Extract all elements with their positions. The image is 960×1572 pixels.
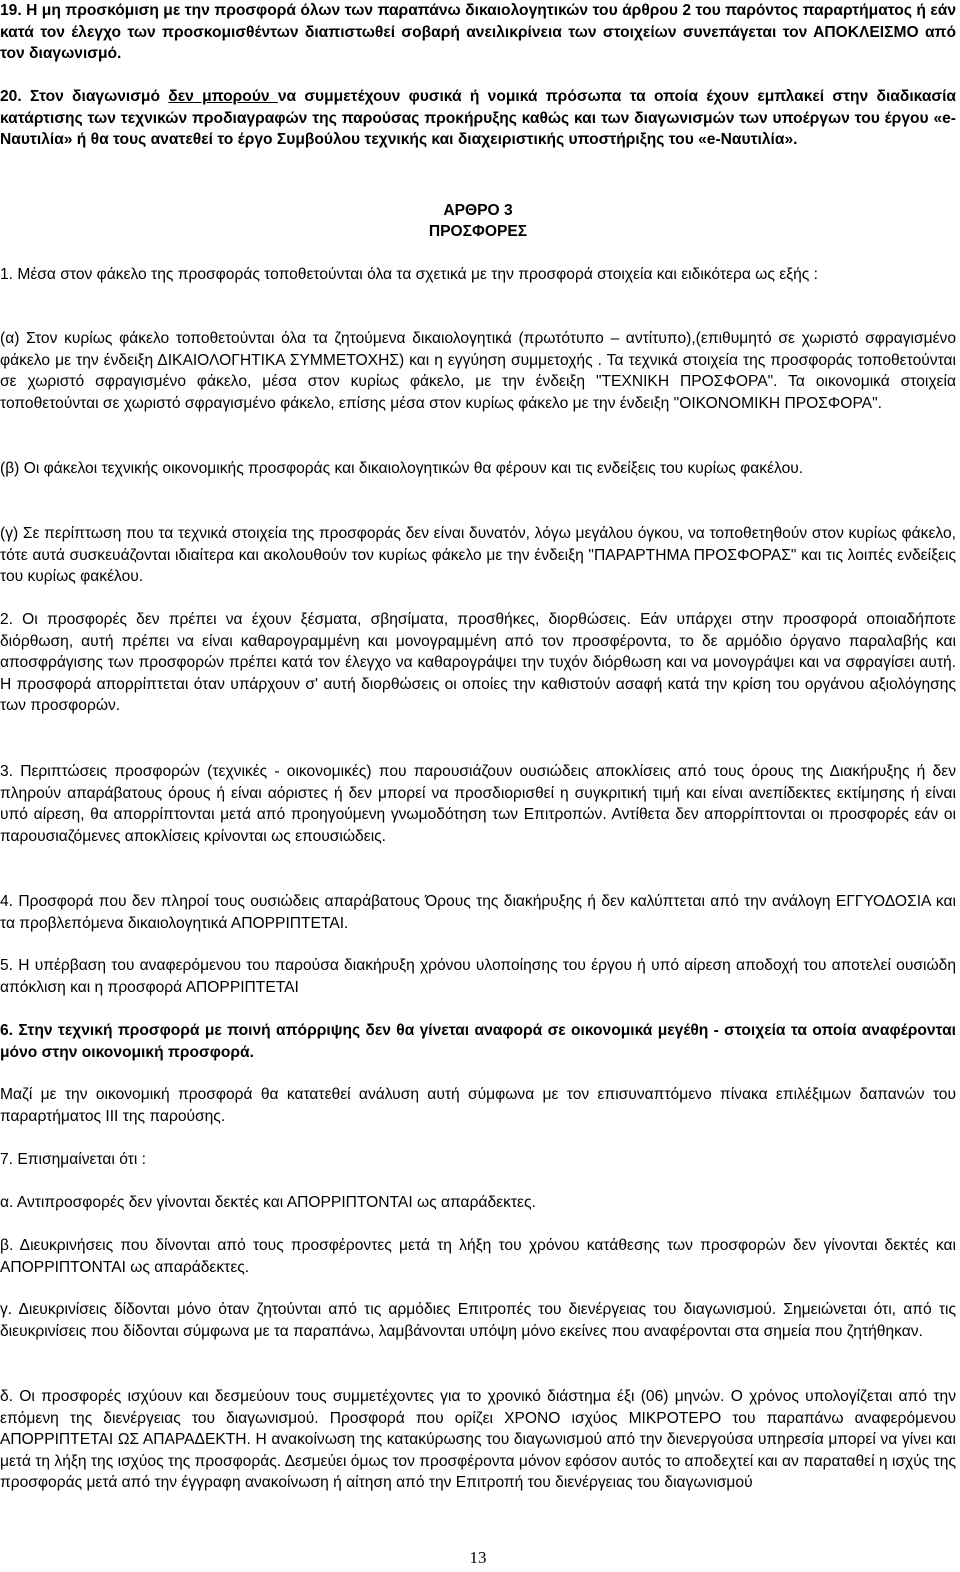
section-7-a bbox=[0, 1192, 956, 1214]
section-7-d bbox=[0, 1386, 956, 1494]
section-1-c bbox=[0, 523, 956, 588]
section-3 bbox=[0, 761, 956, 847]
article-heading-number: ΑΡΘΡΟ 3 bbox=[443, 202, 513, 219]
section-7-title-text: 7. Επισημαίνεται ότι : bbox=[0, 1151, 146, 1168]
section-4 bbox=[0, 891, 956, 934]
paragraph-20-underlined: δεν μπορούν bbox=[168, 88, 278, 105]
section-7-d-text: δ. Οι προσφορές ισχύουν και δεσμεύουν τους συμμετέχοντες για το χρονικό διάστημα έξι (06) μηνών. Ο χρόνος υπολογίζεται από την επόμενη της διενέργειας του διαγωνισμού. Προσφορά που ορίζει ΧΡΟΝΟ ισχύος ΜΙΚΡΟΤΕΡΟ του παραπάνω αναφερόμενου ΑΠΟΡΡΙΠΤΕΤΑΙ ΩΣ ΑΠΑΡΑΔΕΚΤΗ. Η ανακοίνωση της κατακύρωσης του διαγωνισμού από την διενεργούσα υπηρεσία μπορεί να γίνει και μετά τη λήξη της ισχύος της προσφοράς. Δεσμεύει όμως τον προσφέροντα μόνον εφόσον αυτός το αποδεχτεί και αν παραταθεί η ισχύς της προσφοράς μετά από την έγγραφη ανακοίνωση ή αίτηση από την Επιτροπή του διενέργειας του διαγωνισμού bbox=[0, 1388, 956, 1491]
section-6-b bbox=[0, 1084, 956, 1127]
section-2-text: 2. Οι προσφορές δεν πρέπει να έχουν ξέσματα, σβησίματα, προσθήκες, διορθώσεις. Εάν υπάρχει στην προσφορά οποιαδήποτε διόρθωση, αυτή πρέπει να είναι καθαρογραμμένη και μονογραμμένη από τον προσφέροντα, το δε αρμόδιο όργανο παραλαβής και αποσφράγισης των προσφορών πρέπει κατά τον έλεγχο να καθαρογράψει την τυχόν διόρθωση και να μονογράψει και να σφραγίσει αυτή. Η προσφορά απορρίπτεται όταν υπάρχουν σ' αυτή διορθώσεις οι οποίες την καθιστούν ασαφή κατά την κρίση του οργάνου αξιολόγησης των προσφορών. bbox=[0, 611, 956, 714]
section-1-a-text: (α) Στον κυρίως φάκελο τοποθετούνται όλα τα ζητούμενα δικαιολογητικά (πρωτότυπο – αντίτυπο),(επιθυμητό σε χωριστό σφραγισμένο φάκελο με την ένδειξη ΔΙΚΑΙΟΛΟΓΗΤΙΚΑ ΣΥΜΜΕΤΟΧΗΣ) και η εγγύηση συμμετοχής . Τα τεχνικά στοιχεία της προσφοράς τοποθετούνται σε χωριστό σφραγισμένο φάκελο, μέσα στον κυρίως φάκελο, με την ένδειξη "ΤΕΧΝΙΚΗ ΠΡΟΣΦΟΡΑ". Τα οικονομικά στοιχεία τοποθετούνται σε χωριστό σφραγισμένο φάκελο, επίσης μέσα στον κυρίως φάκελο με την ένδειξη "ΟΙΚΟΝΟΜΙΚΗ ΠΡΟΣΦΟΡΑ". bbox=[0, 330, 956, 412]
section-1-b-text: (β) Οι φάκελοι τεχνικής οικονομικής προσφοράς και δικαιολογητικών θα φέρουν και τις ενδείξεις του κυρίως φακέλου. bbox=[0, 460, 804, 477]
section-2 bbox=[0, 609, 956, 717]
section-5-text: 5. Η υπέρβαση του αναφερόμενου του παρούσα διακήρυξη χρόνου υλοποίησης του έργου ή υπό αίρεση αποδοχή του αποτελεί ουσιώδη απόκλιση και η προσφορά ΑΠΟΡΡΙΠΤΕΤΑΙ bbox=[0, 957, 956, 996]
section-4-text: 4. Προσφορά που δεν πληροί τους ουσιώδεις απαράβατους Όρους της διακήρυξης ή δεν καλύπτεται από την ανάλογη ΕΓΓΥΟΔΟΣΙΑ και τα προβλεπόμενα δικαιολογητικά ΑΠΟΡΡΙΠΤΕΤΑΙ. bbox=[0, 893, 956, 932]
paragraph-19-text: 19. Η μη προσκόμιση με την προσφορά όλων των παραπάνω δικαιολογητικών του άρθρου 2 του παρόντος παραρτήματος ή εάν κατά τον έλεγχο των προσκομισθέντων διαπιστωθεί σοβαρή ανειλικρίνεια των στοιχείων συνεπάγεται τον ΑΠΟΚΛΕΙΣΜΟ από τον διαγωνισμό. bbox=[0, 2, 956, 62]
section-1-intro-text: 1. Μέσα στον φάκελο της προσφοράς τοποθετούνται όλα τα σχετικά με την προσφορά στοιχεία και ειδικότερα ως εξής : bbox=[0, 266, 818, 283]
paragraph-20-lead: 20. Στον διαγωνισμό bbox=[0, 88, 169, 105]
paragraph-20 bbox=[0, 86, 956, 151]
article-heading-title: ΠΡΟΣΦΟΡΕΣ bbox=[428, 223, 528, 240]
page-number: 13 bbox=[469, 1548, 487, 1567]
section-5 bbox=[0, 955, 956, 998]
section-7-b-text: β. Διευκρινήσεις που δίνονται από τους προσφέροντες μετά τη λήξη του χρόνου κατάθεσης των προσφορών δεν γίνονται δεκτές και ΑΠΟΡΡΙΠΤΟΝΤΑΙ ως απαράδεκτες. bbox=[0, 1237, 956, 1276]
section-1-b bbox=[0, 458, 956, 480]
section-7-a-text: α. Αντιπροσφορές δεν γίνονται δεκτές και ΑΠΟΡΡΙΠΤΟΝΤΑΙ ως απαράδεκτες. bbox=[0, 1194, 536, 1211]
section-7-c-text: γ. Διευκρινίσεις δίδονται μόνο όταν ζητούνται από τις αρμόδιες Επιτροπές του διενέργειας του διαγωνισμού. Σημειώνεται ότι, από τις διευκρινίσεις που δίδονται σύμφωνα με τα παραπάνω, λαμβάνονται υπόψη μόνο εκείνες που αναφέρονται στα σημεία που ζητήθηκαν. bbox=[0, 1301, 956, 1340]
paragraph-19 bbox=[0, 0, 956, 65]
section-6-text: 6. Στην τεχνική προσφορά με ποινή απόρριψης δεν θα γίνεται αναφορά σε οικονομικά μεγέθη - στοιχεία τα οποία αναφέρονται μόνο στην οικονομική προσφορά. bbox=[0, 1022, 956, 1061]
paragraph-20-rest: να συμμετέχουν φυσικά ή νομικά πρόσωπα τα οποία έχουν εμπλακεί στην διαδικασία κατάρτισης των τεχνικών προδιαγραφών της παρούσας προκήρυξης καθώς και των διαγωνισμών των υποέργων του έργου «e-Ναυτιλία» ή θα τους ανατεθεί το έργο Συμβούλου τεχνικής και διαχειριστικής υποστήριξης του «e-Ναυτιλία». bbox=[0, 88, 957, 148]
section-7-title bbox=[0, 1149, 956, 1171]
section-1-intro bbox=[0, 264, 956, 286]
section-6-b-text: Μαζί με την οικονομική προσφορά θα κατατεθεί ανάλυση αυτή σύμφωνα με τον επισυναπτόμενο πίνακα επιλέξιμων δαπανών του παραρτήματος ΙΙΙ της παρούσης. bbox=[0, 1086, 956, 1125]
section-6 bbox=[0, 1020, 956, 1063]
section-7-c bbox=[0, 1299, 956, 1342]
section-1-a bbox=[0, 328, 956, 414]
section-7-b bbox=[0, 1235, 956, 1278]
section-1-c-text: (γ) Σε περίπτωση που τα τεχνικά στοιχεία της προσφοράς δεν είναι δυνατόν, λόγω μεγάλου όγκου, να τοποθετηθούν στον κυρίως φάκελο, τότε αυτά συσκευάζονται ιδιαίτερα και ακολουθούν τον κυρίως φάκελο με την ένδειξη "ΠΑΡΑΡΤΗΜΑ ΠΡΟΣΦΟΡΑΣ" και τις λοιπές ενδείξεις του κυρίως φακέλου. bbox=[0, 525, 956, 585]
section-3-text: 3. Περιπτώσεις προσφορών (τεχνικές - οικονομικές) που παρουσιάζουν ουσιώδεις αποκλίσεις από τους όρους της Διακήρυξης ή δεν πληρούν απαράβατους όρους ή είναι αόριστες ή δεν μπορεί να προσδιορισθεί η συγκριτική τιμή και είναι ανεπίδεκτες εκτίμησης ή είναι υπό αίρεση, θα απορρίπτονται μετά από προηγούμενη γνωμοδότηση των Επιτροπών. Αντίθετα δεν απορρίπτονται οι προσφορές εάν οι παρουσιαζόμενες αποκλίσεις κρίνονται ως επουσιώδεις. bbox=[0, 763, 956, 845]
